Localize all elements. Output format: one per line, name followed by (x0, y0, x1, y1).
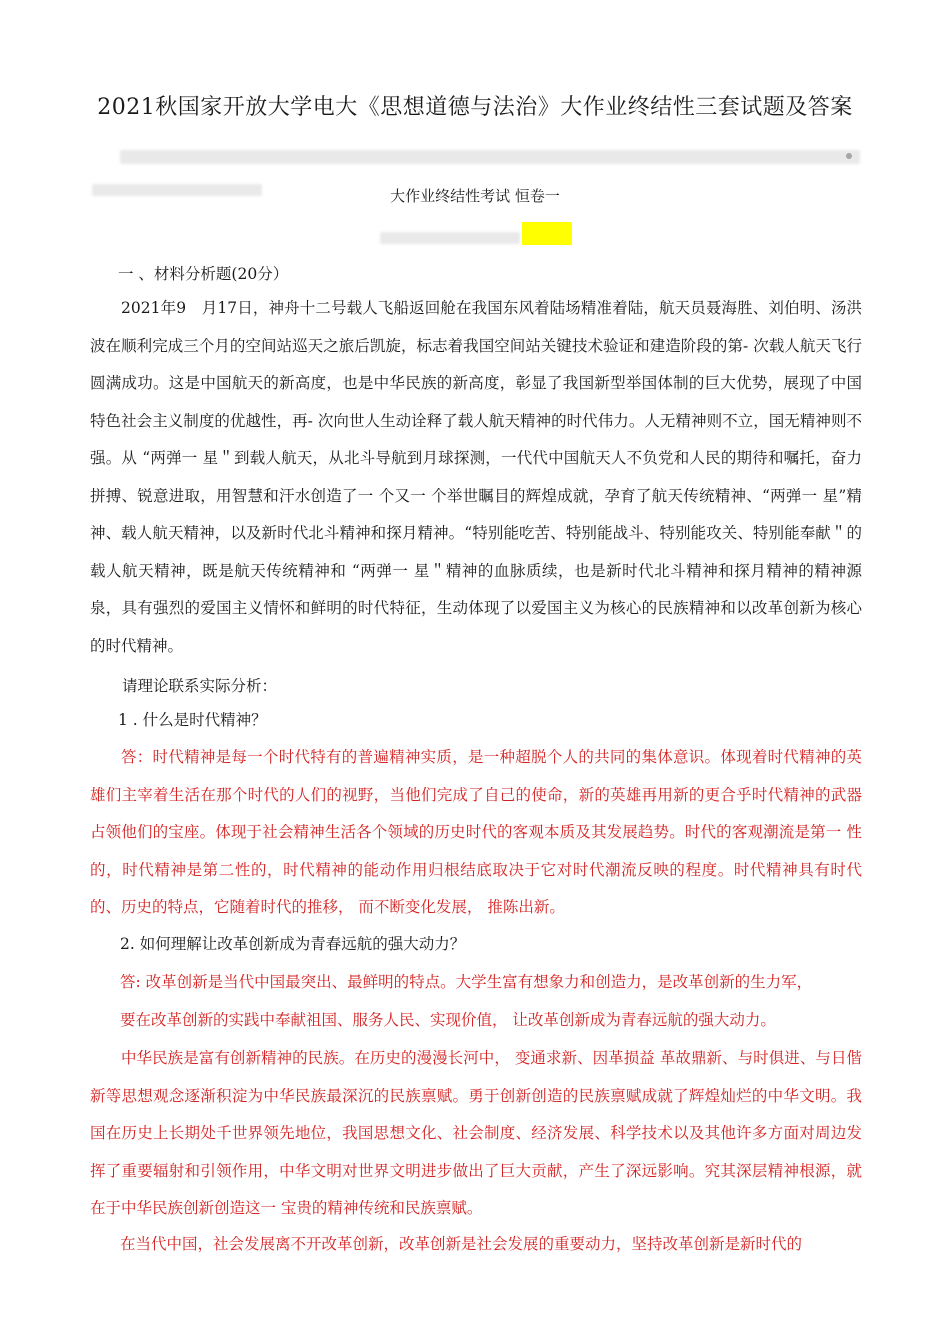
faded-dot (846, 153, 852, 159)
answer-2-paragraph-2: 中华民族是富有创新精神的民族。在历史的漫漫长河中， 变通求新、因革损益 革故鼎新、与时俱进、与日偕新等思想观念逐渐积淀为中华民族最深沉的民族禀赋。勇于创新创造的民族禀赋成就了辉煌灿烂的中华文明。我国在历史上长期处千世界领先地位，我国思想文化、社会制度、经济发展、科学技术以及其他许多方面对周边发挥了重要辐射和引领作用，中华文明对世界文明进步做出了巨大贡献，产生了深远影响。究其深层精神根源，就在于中华民族创新创造这一 宝贵的精神传统和民族禀赋。 (90, 1049, 862, 1217)
yellow-highlight-mark (522, 222, 572, 245)
question-2: 2. 如何理解让改革创新成为青春远航的强大动力？ (120, 935, 466, 953)
document-title: 2021秋国家开放大学电大《思想道德与法治》大作业终结性三套试题及答案 (97, 95, 853, 120)
analysis-prompt: 请理论联系实际分析： (122, 677, 278, 695)
question-1: 1 . 什么是时代精神？ (118, 711, 267, 729)
section-heading: 一 、材料分析题(20分） (118, 265, 289, 283)
faded-text-line (380, 232, 520, 244)
answer-2-line-2: 要在改革创新的实践中奉献祖国、服务人民、实现价值， 让改革创新成为青春远航的强大动力。 (120, 1011, 776, 1029)
faded-text-line (120, 150, 860, 164)
answer-2-paragraph-3: 在当代中国，社会发展离不开改革创新，改革创新是社会发展的重要动力，坚持改革创新是新时代的 (120, 1235, 803, 1253)
answer-1: 答：时代精神是每一个时代特有的普遍精神实质，是一种超脱个人的共同的集体意识。体现着时代精神的英雄们主宰着生活在那个时代的人们的视野，当他们完成了自己的使命，新的英雄再用新的更合乎时代精神的武器占领他们的宝座。体现于社会精神生活各个领域的历史时代的客观本质及其发展趋势。时代的客观潮流是第一 性的，时代精神是第二性的，时代精神的能动作用归根结底取决于它对时代潮流反映的程度。时代精神具有时代的、历史的特点，它随着时代的推移， 而不断变化发展， 推陈出新。 (90, 748, 862, 916)
material-paragraph: 2021年9 月17日，神舟十二号载人飞船返回舱在我国东风着陆场精准着陆，航天员聂海胜、刘伯明、汤洪波在顺利完成三个月的空间站巡天之旅后凯旋，标志着我国空间站关键技术验证和建造阶段的第- 次载人航天飞行圆满成功。这是中国航天的新高度，也是中华民族的新高度，彰显了我国新型举国体制的巨大优势，展现了中国特色社会主义制度的优越性，再- 次向世人生动诠释了载人航天精神的时代伟力。人无精神则不立，国无精神则不强。从 “两弹一 星＂到载人航天，从北斗导航到月球探测，一代代中国航天人不负党和人民的期待和嘱托，奋力拼搏、锐意进取，用智慧和汗水创造了一 个又一 个举世瞩目的辉煌成就，孕育了航天传统精神、“两弹一 星”精神、载人航天精神，以及新时代北斗精神和探月精神。“特别能吃苦、特别能战斗、特别能攻关、特别能奉献＂的载人航天精神，既是航天传统精神和 “两弹一 星＂精神的血脉质续，也是新时代北斗精神和探月精神的精神源泉，具有强烈的爱国主义情怀和鲜明的时代特征，生动体现了以爱国主义为核心的民族精神和以改革创新为核心的时代精神。 (90, 299, 862, 655)
exam-subtitle: 大作业终结性考试 恒卷一 (390, 187, 560, 205)
answer-2-line-1: 答: 改革创新是当代中国最突出、最鲜明的特点。大学生富有想象力和创造力，是改革创新的生力军， (120, 973, 813, 991)
